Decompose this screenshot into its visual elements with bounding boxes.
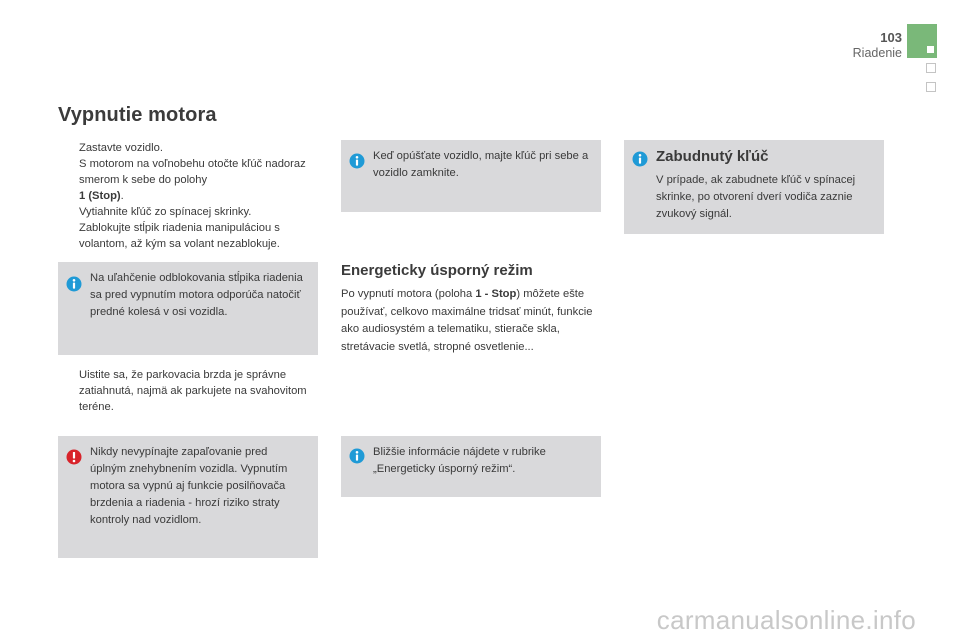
- list-item: Zablokujte stĺpik riadenia manipuláciou s volantom, až kým sa volant nezablokuje.: [58, 220, 320, 252]
- watermark: carmanualsonline.info: [656, 605, 916, 635]
- forgotten-key-title: Zabudnutý kľúč: [656, 148, 769, 165]
- list-item: Uistite sa, že parkovacia brzda je správne zatiahnutá, najmä ak parkujete na svahovitom teréne.: [58, 367, 320, 415]
- page-title: Vypnutie motora: [58, 104, 217, 126]
- section-tab-active[interactable]: [907, 24, 937, 58]
- bullet-mark: [58, 204, 79, 220]
- section-tab-empty[interactable]: [926, 63, 936, 73]
- bullet-mark: [58, 220, 79, 252]
- section-name: Riadenie: [852, 46, 902, 60]
- steps-list: [58, 140, 320, 252]
- forgotten-key-box: [624, 140, 884, 234]
- info-icon: [349, 153, 365, 169]
- info-icon: [349, 448, 365, 464]
- energy-text: Po vypnutí motora (poloha 1 - Stop) môžete ešte používať, celkovo maximálne tridsať minút, funkcie ako audiosystém a telematiku, stierače skla, stretávacie svetlá, stropné osvetlenie...: [341, 288, 593, 353]
- page-number: 103: [880, 30, 902, 45]
- energy-info-box: Bližšie informácie nájdete v rubrike „Energeticky úsporný režim“.: [341, 436, 601, 497]
- bullet-mark: [58, 140, 79, 156]
- list-item: Zastavte vozidlo.: [58, 140, 320, 156]
- list-item: S motorom na voľnobehu otočte kľúč nadoraz smerom k sebe do polohy 1 (Stop).: [58, 156, 320, 204]
- parking-step: [58, 367, 320, 415]
- warning-box: Nikdy nevypínajte zapaľovanie pred úplným znehybnením vozidla. Vypnutím motora sa vypnú aj funkcie posilňovača brzdenia a riadenia - hrozí riziko straty kontroly nad vozidlom.: [58, 436, 318, 558]
- tab-square-icon: [927, 46, 934, 53]
- warning-icon: [66, 449, 82, 465]
- forgotten-key-text: V prípade, ak zabudnete kľúč v spínacej skrinke, po otvorení dverí vodiča zaznie zvukový signál.: [656, 174, 856, 220]
- steering-info-box: Na uľahčenie odblokovania stĺpika riadenia sa pred vypnutím motora odporúča natočiť predné kolesá v osi vozidla.: [58, 262, 318, 355]
- energy-title: Energeticky úsporný režim: [341, 262, 533, 279]
- leaving-info-box: Keď opúšťate vozidlo, majte kľúč pri sebe a vozidlo zamknite.: [341, 140, 601, 212]
- list-item: Vytiahnite kľúč zo spínacej skrinky.: [58, 204, 320, 220]
- bullet-mark: [58, 367, 79, 415]
- bullet-mark: [58, 156, 79, 204]
- section-tab-empty[interactable]: [926, 82, 936, 92]
- info-icon: [66, 276, 82, 292]
- info-icon: [632, 151, 648, 167]
